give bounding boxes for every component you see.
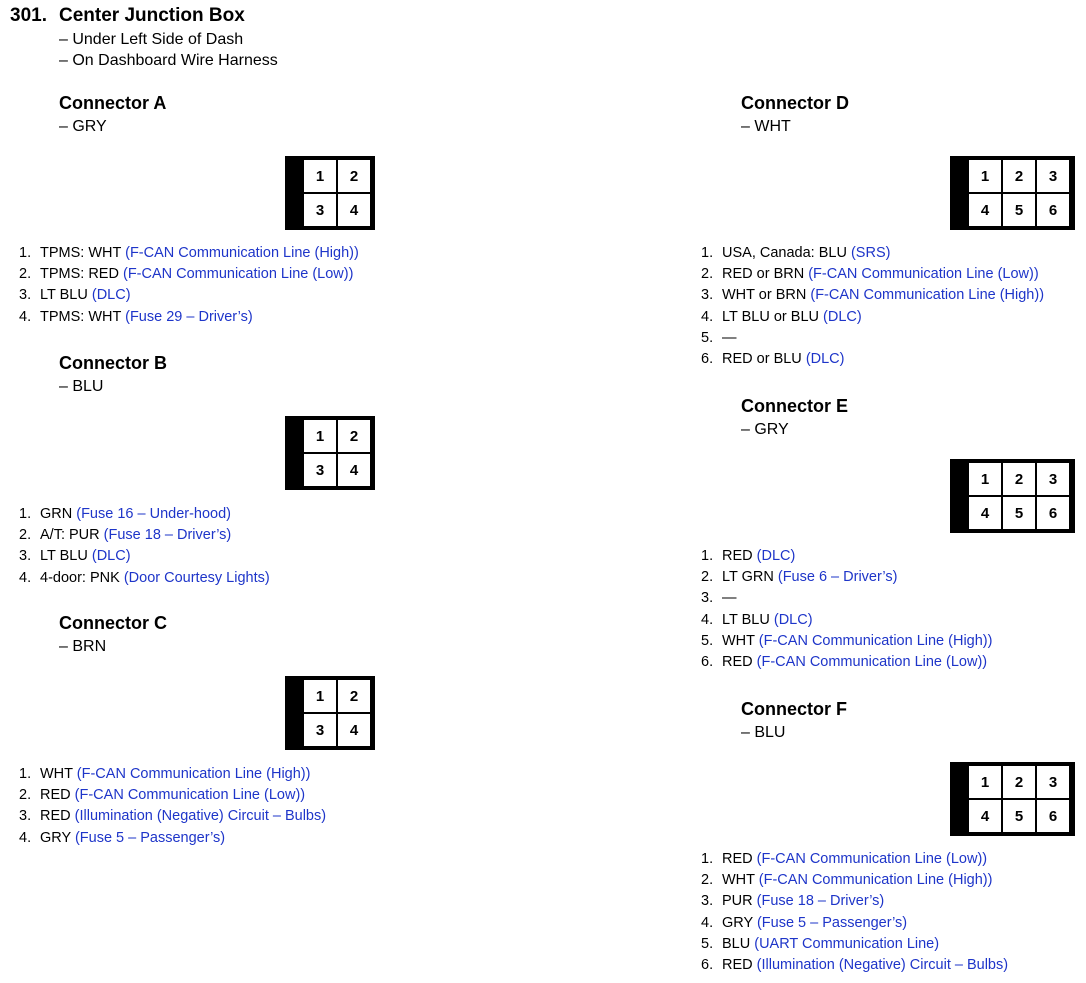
connector-a-pin: 2 — [338, 160, 370, 192]
list-item: 6. RED (F-CAN Communication Line (Low)) — [701, 653, 988, 670]
connector-a-pin: 1 — [304, 160, 336, 192]
list-item: 1. USA, Canada: BLU (SRS) — [701, 245, 891, 261]
connector-c-pin-list — [19, 764, 326, 849]
connector-c-pin: 3 — [304, 714, 336, 746]
connector-e-pin: 6 — [1037, 497, 1069, 529]
connector-a-diagram — [285, 156, 375, 230]
list-item: 1. GRN (Fuse 16 – Under-hood) — [19, 506, 231, 522]
connector-a-pin: 4 — [338, 194, 370, 226]
list-item: 1. RED (F-CAN Communication Line (Low)) — [701, 851, 988, 867]
connector-d-pin: 5 — [1003, 194, 1035, 226]
connector-f-heading: Connector F — [741, 699, 847, 719]
connector-d-heading: Connector D — [741, 93, 849, 113]
connector-d-pin: 3 — [1037, 160, 1069, 192]
connector-e-pin: 4 — [969, 497, 1001, 529]
connector-b-heading: Connector B — [59, 353, 167, 373]
list-item: 6. RED (Illumination (Negative) Circuit – Bulbs) — [701, 956, 1009, 973]
list-item: 4. GRY (Fuse 5 – Passenger’s) — [19, 829, 226, 846]
connector-b-pin: 2 — [338, 420, 370, 452]
location-line-1: – Under Left Side of Dash — [59, 31, 244, 48]
connector-a-color: – GRY — [59, 118, 107, 135]
list-item: 2. TPMS: RED (F-CAN Communication Line (Low)) — [19, 266, 354, 283]
list-item: 2. LT GRN (Fuse 6 – Driver’s) — [701, 569, 898, 586]
list-item: 1. RED (DLC) — [701, 548, 796, 564]
list-item: 6. RED or BLU (DLC) — [701, 350, 845, 367]
list-item: 4. 4-door: PNK (Door Courtesy Lights) — [19, 569, 270, 586]
connector-f-pin: 3 — [1037, 766, 1069, 798]
connector-e-pin: 1 — [969, 463, 1001, 495]
connector-c-diagram — [285, 676, 375, 750]
connector-b-color: – BLU — [59, 378, 104, 395]
list-item: 4. TPMS: WHT (Fuse 29 – Driver’s) — [19, 308, 253, 325]
connector-f-diagram — [950, 762, 1075, 836]
list-item: 2. RED (F-CAN Communication Line (Low)) — [19, 787, 306, 804]
list-item: 2. RED or BRN (F-CAN Communication Line (Low)) — [701, 266, 1039, 283]
connector-e-pin: 3 — [1037, 463, 1069, 495]
connector-b-pin: 4 — [338, 454, 370, 486]
connector-b-pin: 3 — [304, 454, 336, 486]
connector-e-heading: Connector E — [741, 396, 849, 416]
connector-f-pin: 6 — [1037, 800, 1069, 832]
connector-d-pin-list — [701, 243, 1044, 370]
section-title — [10, 5, 245, 27]
connector-f-pin: 4 — [969, 800, 1001, 832]
list-item: 2. WHT (F-CAN Communication Line (High)) — [701, 872, 993, 889]
connector-d-pin: 2 — [1003, 160, 1035, 192]
connector-c-pin: 4 — [338, 714, 370, 746]
connector-d-pin: 1 — [969, 160, 1001, 192]
connector-d-pin: 6 — [1037, 194, 1069, 226]
section-number: 301. — [10, 5, 47, 26]
connector-e-color: – GRY — [741, 421, 789, 438]
list-item: 1. TPMS: WHT (F-CAN Communication Line (High)) — [19, 245, 359, 261]
connector-b-diagram — [285, 416, 375, 490]
connector-a-pin: 3 — [304, 194, 336, 226]
connector-e-pin: 2 — [1003, 463, 1035, 495]
section-title-text: Center Junction Box — [59, 5, 245, 26]
list-item: 3. LT BLU (DLC) — [19, 287, 131, 304]
list-item: 3. LT BLU (DLC) — [19, 548, 131, 565]
list-item: 3. WHT or BRN (F-CAN Communication Line (High)) — [701, 287, 1045, 304]
connector-d-color: – WHT — [741, 118, 791, 135]
connector-f-pin: 2 — [1003, 766, 1035, 798]
connector-d-pin: 4 — [969, 194, 1001, 226]
list-item: 1. WHT (F-CAN Communication Line (High)) — [19, 766, 311, 782]
connector-b-pin: 1 — [304, 420, 336, 452]
connector-a-pin-list — [19, 243, 359, 328]
list-item: 5. — — [701, 329, 737, 346]
list-item: 3. — — [701, 590, 737, 607]
connector-e-diagram — [950, 459, 1075, 533]
location-line-2: – On Dashboard Wire Harness — [59, 52, 278, 69]
list-item: 5. BLU (UART Communication Line) — [701, 935, 940, 952]
connector-f-color: – BLU — [741, 724, 786, 741]
connector-c-pin: 1 — [304, 680, 336, 712]
connector-e-pin-list — [701, 546, 992, 673]
list-item: 4. GRY (Fuse 5 – Passenger’s) — [701, 914, 908, 931]
connector-f-pin: 5 — [1003, 800, 1035, 832]
list-item: 5. WHT (F-CAN Communication Line (High)) — [701, 632, 993, 649]
list-item: 3. RED (Illumination (Negative) Circuit – Bulbs) — [19, 808, 327, 825]
connector-b-pin-list — [19, 504, 270, 589]
connector-f-pin: 1 — [969, 766, 1001, 798]
connector-a-heading: Connector A — [59, 93, 167, 113]
list-item: 4. LT BLU (DLC) — [701, 611, 813, 628]
connector-f-pin-list — [701, 849, 1008, 976]
list-item: 4. LT BLU or BLU (DLC) — [701, 308, 862, 325]
connector-c-color: – BRN — [59, 638, 107, 655]
connector-c-pin: 2 — [338, 680, 370, 712]
connector-e-pin: 5 — [1003, 497, 1035, 529]
list-item: 2. A/T: PUR (Fuse 18 – Driver’s) — [19, 527, 232, 544]
list-item: 3. PUR (Fuse 18 – Driver’s) — [701, 893, 885, 910]
connector-c-heading: Connector C — [59, 613, 167, 633]
connector-d-diagram — [950, 156, 1075, 230]
